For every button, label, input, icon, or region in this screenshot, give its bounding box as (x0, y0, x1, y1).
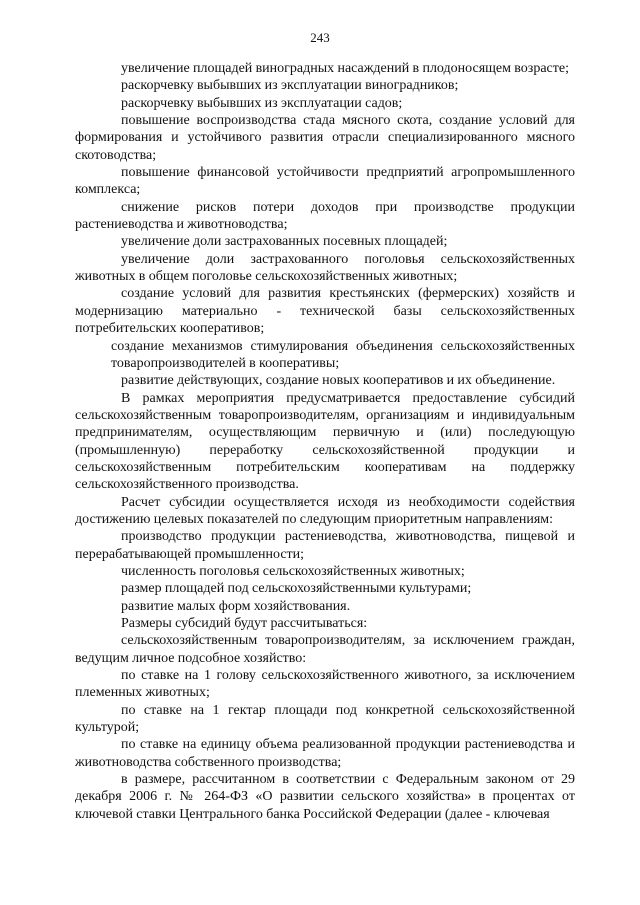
paragraph: развитие действующих, создание новых кооперативов и их объединение. (121, 373, 556, 389)
paragraph: Размеры субсидий будут рассчитываться: (121, 616, 368, 631)
paragraph: В рамках мероприятия предусматривается предоставление субсидий сельскохозяйственным товаропроизводителям, организациям и индивидуальным предпринимателям, осуществляющим первичную и (или) последующую (промышленную) переработку сельскохозяйственной продукции и сельскохозяйственным потребительским кооперативам на поддержку сельскохозяйственного производства. (75, 390, 575, 493)
paragraph: численность поголовья сельскохозяйственных животных; (121, 563, 465, 579)
paragraph: увеличение доли застрахованных посевных площадей; (121, 234, 448, 250)
paragraph: по ставке на 1 гектар площади под конкретной сельскохозяйственной культурой; (75, 702, 575, 736)
paragraph: раскорчевку выбывших из эксплуатации садов; (121, 95, 403, 111)
paragraph: по ставке на единицу объема реализованной продукции растениеводства и животноводства собственного производства; (75, 737, 575, 770)
paragraph: производство продукции растениеводства, животноводства, пищевой и перерабатывающей промышленности; (75, 529, 575, 562)
paragraph: развитие малых форм хозяйствования. (121, 598, 351, 614)
paragraph: повышение финансовой устойчивости предприятий агропромышленного комплекса; (75, 165, 575, 198)
page-number: 243 (310, 30, 330, 45)
paragraph: увеличение площадей виноградных насаждений в плодоносящем возрасте; (121, 61, 569, 76)
paragraph: размер площадей под сельскохозяйственными культурами; (121, 581, 472, 597)
paragraph: увеличение доли застрахованного поголовья сельскохозяйственных животных в общем поголовье сельскохозяйственных животных; (75, 251, 575, 285)
paragraph: снижение рисков потери доходов при производстве продукции растениеводства и животноводства; (75, 199, 575, 233)
paragraph: Расчет субсидии осуществляется исходя из необходимости содействия достижению целевых показателей по следующим приоритетным направлениям: (75, 494, 575, 527)
paragraph: по ставке на 1 голову сельскохозяйственного животного, за исключением племенных животных; (75, 668, 575, 701)
paragraph: создание механизмов стимулирования объединения сельскохозяйственных товаропроизводителей в кооперативы; (111, 338, 575, 371)
document-body (75, 60, 575, 823)
paragraph: повышение воспроизводства стада мясного скота, создание условий для формирования и устойчивого развития отрасли специализированного мясного скотоводства; (75, 113, 575, 163)
paragraph: раскорчевку выбывших из эксплуатации виноградников; (121, 78, 459, 94)
paragraph: сельскохозяйственным товаропроизводителям, за исключением граждан, ведущим личное подсобное хозяйство: (75, 633, 575, 666)
paragraph: создание условий для развития крестьянских (фермерских) хозяйств и модернизацию материально - технической базы сельскохозяйственных потребительских кооперативов; (75, 286, 575, 337)
paragraph: в размере, рассчитанном в соответствии с Федеральным законом от 29 декабря 2006 г. № 264-ФЗ «О развитии сельского хозяйства» в процентах от ключевой ставки Центрального банка Российской Федерации (далее - ключевая (75, 772, 575, 822)
